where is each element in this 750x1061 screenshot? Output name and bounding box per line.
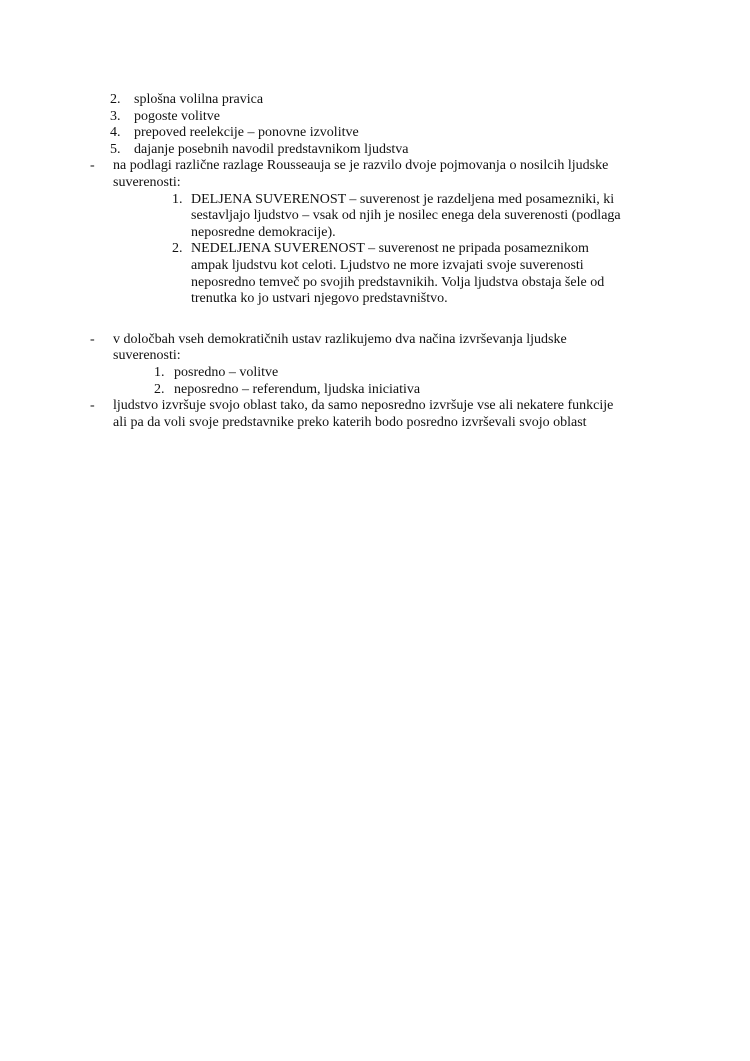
bullet-item (0, 158, 750, 175)
list-item (0, 365, 750, 382)
list-number: 2. (110, 92, 121, 107)
bullet-item-cont (0, 175, 750, 192)
dash-marker: - (90, 331, 95, 347)
list-item-cont (0, 225, 750, 242)
list-item-cont (0, 291, 750, 308)
list-text: neposredno temveč po svojih predstavnikih. Volja ljudstva obstaja šele od (191, 274, 605, 290)
list-number: 3. (110, 108, 121, 124)
list-item (0, 382, 750, 399)
list-text: splošna volilna pravica (134, 92, 264, 107)
list-number: 1. (172, 191, 183, 207)
list-number: 2. (154, 381, 165, 397)
list-number: 4. (110, 125, 121, 141)
document-page (0, 92, 750, 431)
bullet-item-cont (0, 415, 750, 432)
list-text: neposredne demokracije). (191, 224, 336, 240)
list-text: prepoved reelekcije – ponovne izvolitve (134, 125, 359, 141)
list-text: NEDELJENA SUVERENOST – suverenost ne pripada posameznikom (191, 241, 589, 257)
list-item (0, 241, 750, 258)
bullet-item (0, 398, 750, 415)
list-item (0, 125, 750, 142)
list-item (0, 192, 750, 209)
list-text: neposredno – referendum, ljudska iniciativa (174, 381, 421, 397)
list-text: sestavljajo ljudstvo – vsak od njih je nosilec enega dela suverenosti (podlaga (191, 208, 621, 224)
bullet-text: suverenosti: (113, 174, 181, 190)
list-text: trenutka ko jo ustvari njegovo predstavništvo. (191, 291, 448, 307)
bullet-text: na podlagi različne razlage Rousseauja se je razvilo dvoje pojmovanja o nosilcih ljudske (113, 158, 609, 174)
blank-line (0, 308, 750, 332)
list-item (0, 109, 750, 126)
list-number: 2. (172, 241, 183, 257)
bullet-text: ali pa da voli svoje predstavnike preko katerih bodo posredno izvrševali svojo oblast (113, 414, 587, 430)
list-text: pogoste volitve (134, 108, 220, 124)
list-text: dajanje posebnih navodil predstavnikom ljudstva (134, 141, 409, 157)
bullet-text: ljudstvo izvršuje svojo oblast tako, da samo neposredno izvršuje vse ali nekatere funkcije (113, 398, 614, 414)
list-item-cont (0, 258, 750, 275)
dash-marker: - (90, 398, 95, 414)
list-item-cont (0, 208, 750, 225)
dash-marker: - (90, 158, 95, 174)
list-number: 5. (110, 141, 121, 157)
bullet-text: suverenosti: (113, 348, 181, 364)
list-item-cont (0, 275, 750, 292)
list-item (0, 92, 750, 109)
list-text: posredno – volitve (174, 364, 279, 380)
bullet-item (0, 332, 750, 349)
list-text: DELJENA SUVERENOST – suverenost je razdeljena med posamezniki, ki (191, 191, 615, 207)
bullet-item-cont (0, 348, 750, 365)
list-text: ampak ljudstvu kot celoti. Ljudstvo ne more izvajati svoje suverenosti (191, 257, 584, 273)
list-item (0, 142, 750, 159)
bullet-text: v določbah vseh demokratičnih ustav razlikujemo dva načina izvrševanja ljudske (113, 331, 567, 347)
list-number: 1. (154, 364, 165, 380)
